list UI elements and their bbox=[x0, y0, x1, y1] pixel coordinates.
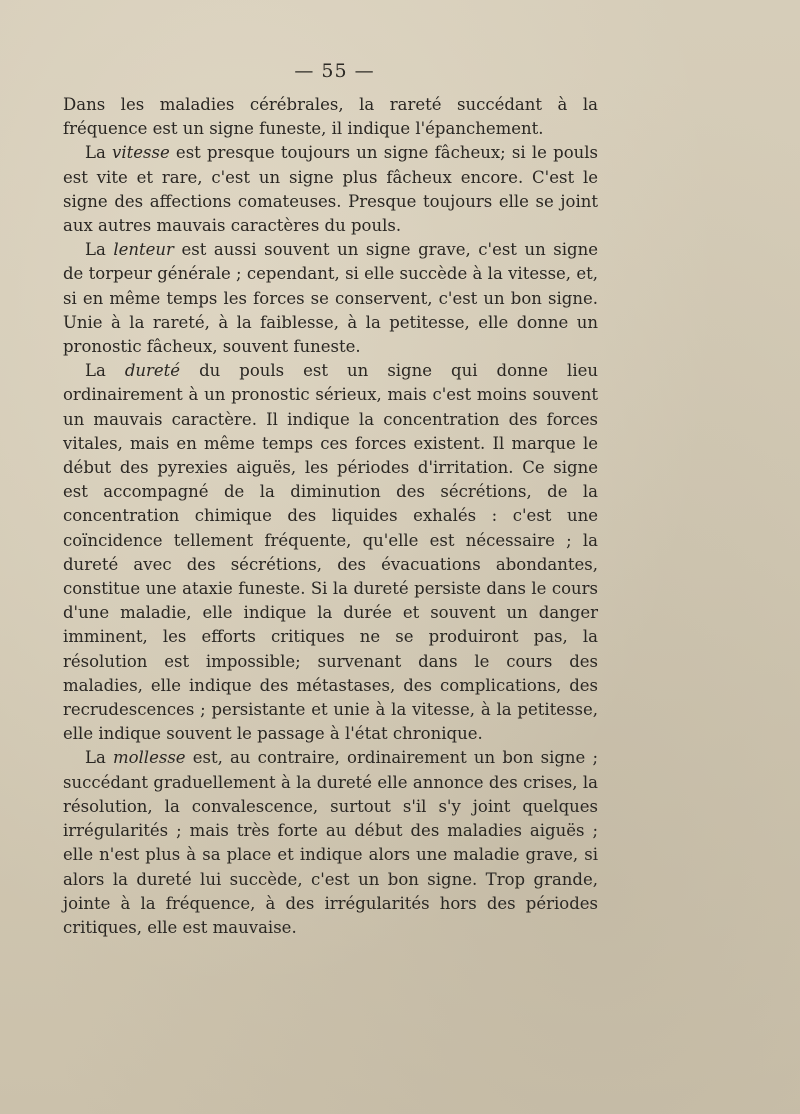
paragraph-lenteur bbox=[63, 238, 598, 359]
paragraph-lead: La bbox=[85, 143, 113, 163]
paragraph-body: est aussi souvent un signe grave, c'est un signe de torpeur générale ; cependant, si elle succède à la vitesse, et, si en même temps les forces se conservent, c'est un bon signe. Unie à la rareté, à la faiblesse, à la petitesse, elle donne un pronostic fâcheux, souvent funeste. bbox=[63, 240, 598, 357]
paragraph-vitesse bbox=[63, 141, 598, 238]
paragraph-cerebral: Dans les maladies cérébrales, la rareté succédant à la fréquence est un signe funeste, il indique l'épanchement. bbox=[63, 95, 598, 139]
term-vitesse: vitesse bbox=[112, 143, 170, 163]
page-number: — 55 — bbox=[294, 60, 375, 82]
term-lenteur: lenteur bbox=[113, 240, 174, 260]
paragraph-mollesse bbox=[63, 746, 598, 940]
body-text bbox=[63, 93, 598, 940]
term-mollesse: mollesse bbox=[112, 748, 186, 768]
paragraph-lead: La bbox=[85, 240, 114, 260]
paragraph-durete bbox=[63, 359, 598, 746]
paragraph-lead: La bbox=[85, 748, 113, 768]
term-durete: dureté bbox=[124, 361, 181, 381]
paragraph-body: du pouls est un signe qui donne lieu ordinairement à un pronostic sérieux, mais c'est moins souvent un mauvais caractère. Il indique la concentration des forces vitales, mais en même temps ces forces existent. Il marque le début des pyrexies aiguës, les périodes d'irritation. Ce signe est accompagné de la diminution des sécrétions, de la concentration chimique des liquides exhalés : c'est une coïncidence tellement fréquente, qu'elle est nécessaire ; la dureté avec des sécrétions, des évacuations abondantes, constitue une ataxie funeste. Si la dureté persiste dans le cours d'une maladie, elle indique la durée et souvent un danger imminent, les efforts critiques ne se produiront pas, la résolution est impossible; survenant dans le cours des maladies, elle indique des métastases, des complications, des recrudescences ; persistante et unie à la vitesse, à la petitesse, elle indique souvent le passage à l'état chronique. bbox=[63, 361, 598, 744]
paragraph-lead: La bbox=[85, 361, 125, 381]
paragraph-body: est, au contraire, ordinairement un bon signe ; succédant graduellement à la dureté elle annonce des crises, la résolution, la convalescence, surtout s'il s'y joint quelques irrégularités ; mais très forte au début des maladies aiguës ; elle n'est plus à sa place et indique alors une maladie grave, si alors la dureté lui succède, c'est un bon signe. Trop grande, jointe à la fréquence, à des irrégularités hors des périodes critiques, elle est mauvaise. bbox=[63, 748, 599, 937]
paragraph-body: est presque toujours un signe fâcheux; si le pouls est vite et rare, c'est un signe plus fâcheux encore. C'est le signe des affections comateuses. Presque toujours elle se joint aux autres mauvais caractères du pouls. bbox=[63, 143, 598, 236]
